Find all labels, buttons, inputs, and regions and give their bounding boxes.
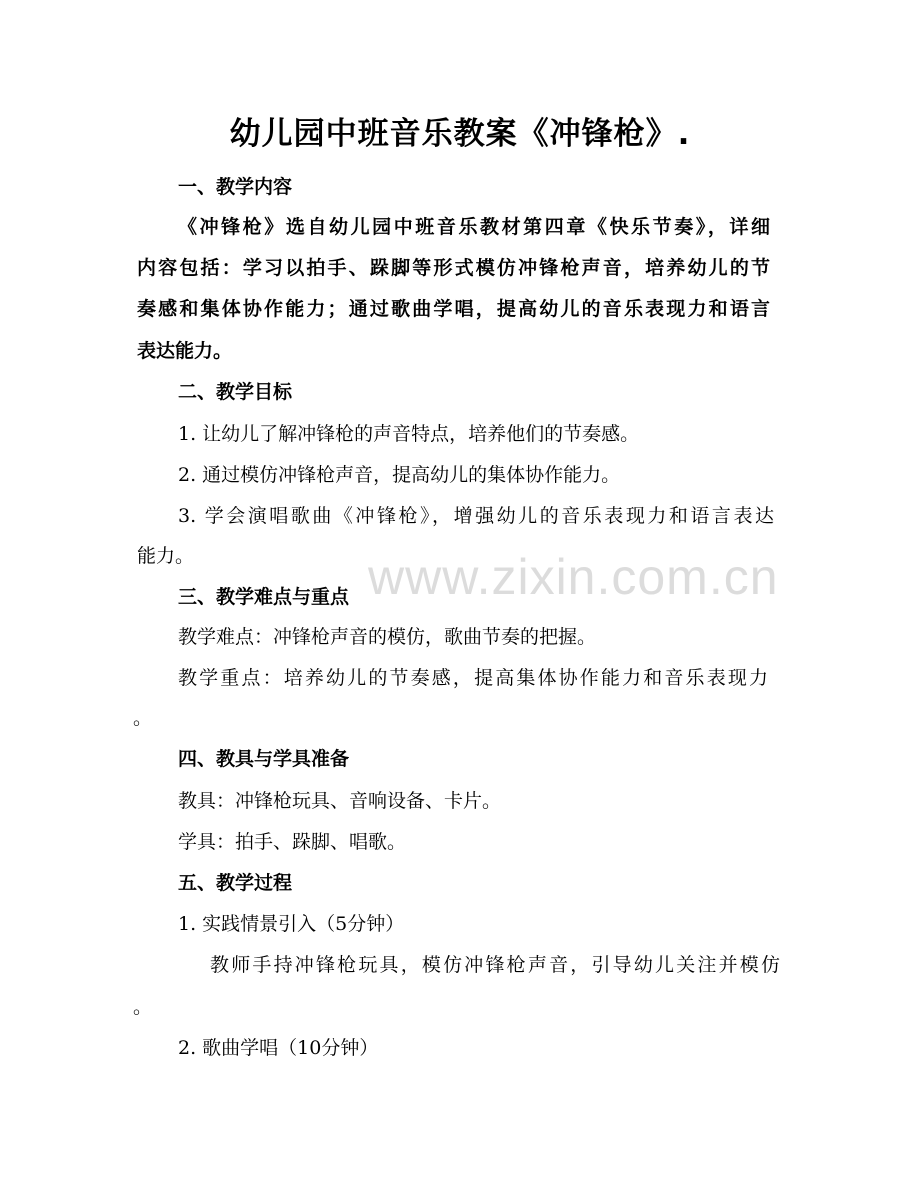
key-point-line-2: 。 <box>133 707 153 729</box>
objective-item-1: 1. 让幼儿了解冲锋枪的声音特点，培养他们的节奏感。 <box>178 423 640 445</box>
section-heading-content: 一、教学内容 <box>178 176 293 198</box>
objective-item-2: 2. 通过模仿冲锋枪声音，提高幼儿的集体协作能力。 <box>178 464 621 486</box>
content-paragraph-line-2: 内容包括：学习以拍手、跺脚等形式模仿冲锋枪声音，培养幼儿的节 <box>137 257 770 279</box>
section-heading-process: 五、教学过程 <box>178 872 293 894</box>
difficulty-text: 教学难点：冲锋枪声音的模仿，歌曲节奏的把握。 <box>178 626 597 648</box>
section-heading-difficulty: 三、教学难点与重点 <box>178 586 350 608</box>
section-heading-objectives: 二、教学目标 <box>178 381 293 403</box>
process-step-1-desc-line-2: 。 <box>133 996 153 1018</box>
process-step-1-desc-line-1: 教师手持冲锋枪玩具，模仿冲锋枪声音，引导幼儿关注并模仿 <box>210 954 780 976</box>
content-paragraph-line-1: 《冲锋枪》选自幼儿园中班音乐教材第四章《快乐节奏》，详细 <box>178 216 770 238</box>
content-paragraph-line-4: 表达能力。 <box>137 340 233 362</box>
key-point-line-1: 教学重点：培养幼儿的节奏感，提高集体协作能力和音乐表现力 <box>178 667 768 689</box>
objective-item-3-line-2: 能力。 <box>137 545 195 567</box>
document-title: 幼儿园中班音乐教案《冲锋枪》. <box>229 116 691 152</box>
teaching-aids-text: 教具：冲锋枪玩具、音响设备、卡片。 <box>178 790 502 812</box>
learning-aids-text: 学具：拍手、跺脚、唱歌。 <box>178 831 407 853</box>
content-paragraph-line-3: 奏感和集体协作能力；通过歌曲学唱，提高幼儿的音乐表现力和语言 <box>137 298 770 320</box>
objective-item-3-line-1: 3. 学会演唱歌曲《冲锋枪》，增强幼儿的音乐表现力和语言表达 <box>178 505 774 527</box>
watermark-text: www.zixin.com.cn <box>368 549 779 605</box>
process-step-2: 2. 歌曲学唱（10分钟） <box>178 1037 379 1059</box>
process-step-1: 1. 实践情景引入（5分钟） <box>178 913 405 935</box>
section-heading-materials: 四、教具与学具准备 <box>178 748 350 770</box>
